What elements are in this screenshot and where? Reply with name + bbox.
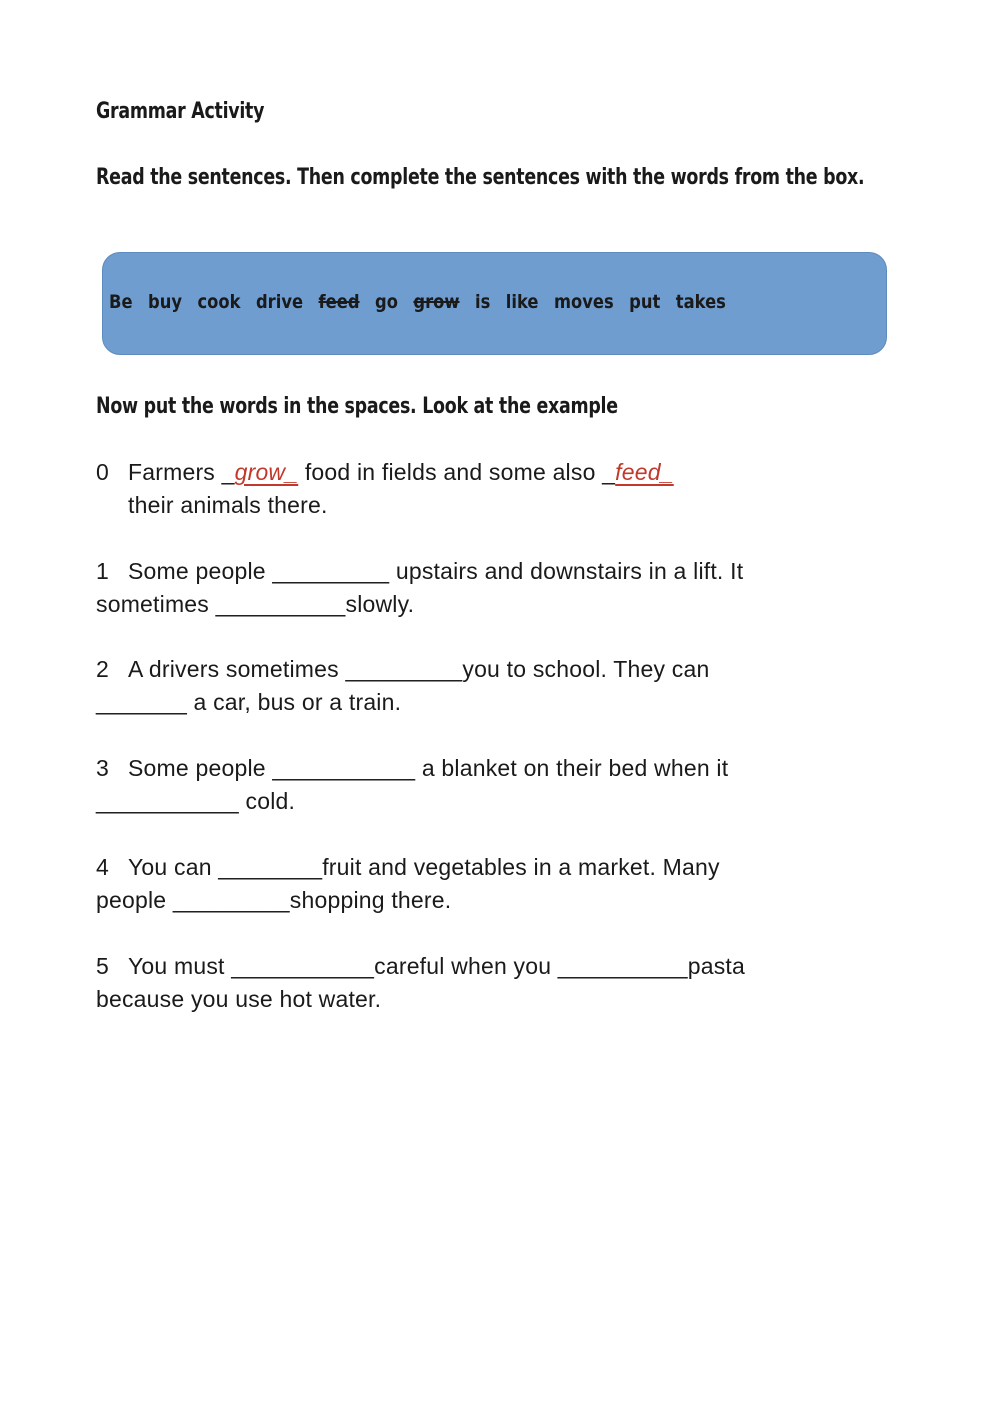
word-item: Be <box>109 291 133 313</box>
word-item: go <box>375 291 398 313</box>
exercise-text: You must ___________careful when you __________pasta <box>128 953 745 979</box>
exercise-line-1 <box>96 752 886 785</box>
word-item: buy <box>148 291 183 313</box>
word-item: is <box>474 291 491 313</box>
exercise-text: You can ________fruit and vegetables in a market. Many <box>128 854 720 880</box>
exercise-5 <box>96 950 886 1016</box>
example-line-1 <box>96 456 886 489</box>
exercise-3 <box>96 752 886 818</box>
example-sentence <box>96 456 886 522</box>
exercise-line-2: _______ a car, bus or a train. <box>96 689 402 715</box>
exercise-1 <box>96 555 886 621</box>
word-item: drive <box>255 291 304 313</box>
page-title: Grammar Activity <box>96 99 265 124</box>
word-item: grow <box>413 291 460 313</box>
example-text-1: Farmers _ <box>128 459 235 485</box>
instruction-put: Now put the words in the spaces. Look at the example <box>96 394 618 419</box>
exercise-line-2: sometimes __________slowly. <box>96 591 415 617</box>
exercise-line-2: ___________ cold. <box>96 788 296 814</box>
exercise-2 <box>96 653 886 719</box>
example-answer-grow: grow_ <box>234 459 299 485</box>
exercise-number: 1 <box>96 558 109 584</box>
word-box <box>102 252 887 355</box>
exercise-line-2: people _________shopping there. <box>96 887 452 913</box>
word-item: moves <box>553 291 614 313</box>
word-item: like <box>505 291 539 313</box>
exercise-text: Some people ___________ a blanket on their bed when it <box>128 755 729 781</box>
example-line-2: their animals there. <box>128 492 328 518</box>
word-item: takes <box>675 291 726 313</box>
exercise-number: 3 <box>96 755 109 781</box>
exercise-line-1 <box>96 555 886 588</box>
word-item: put <box>629 291 661 313</box>
exercise-number: 0 <box>96 459 109 485</box>
exercise-text: Some people _________ upstairs and downstairs in a lift. It <box>128 558 744 584</box>
example-answer-feed: feed_ <box>615 459 674 485</box>
instruction-read: Read the sentences. Then complete the sentences with the words from the box. <box>96 165 865 190</box>
exercise-4 <box>96 851 886 917</box>
example-text-2: food in fields and some also _ <box>298 459 616 485</box>
exercise-line-1 <box>96 851 886 884</box>
exercise-line-1 <box>96 653 886 686</box>
exercise-line-2: because you use hot water. <box>96 986 382 1012</box>
word-item: feed <box>318 291 360 313</box>
exercise-line-1 <box>96 950 886 983</box>
exercise-text: A drivers sometimes _________you to school. They can <box>128 656 710 682</box>
exercise-number: 2 <box>96 656 109 682</box>
exercise-number: 5 <box>96 953 109 979</box>
word-item: cook <box>197 291 241 313</box>
word-list <box>109 291 741 313</box>
exercise-number: 4 <box>96 854 109 880</box>
